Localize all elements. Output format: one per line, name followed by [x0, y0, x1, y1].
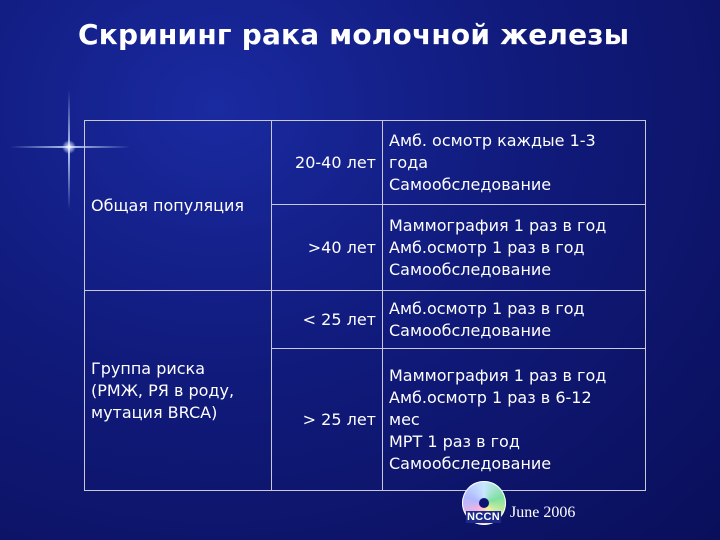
screening-table: [84, 120, 646, 491]
recommendation-line: Амб.осмотр 1 раз в год: [389, 237, 585, 257]
population-cell-risk: [85, 291, 272, 491]
recommendation-cell: [383, 349, 646, 491]
footer-date: June 2006: [510, 504, 576, 521]
age-label: > 25 лет: [302, 409, 376, 429]
age-label: >40 лет: [307, 237, 376, 257]
age-cell: [272, 121, 383, 205]
recommendation-line: МРТ 1 раз в год: [389, 431, 520, 451]
table-row: [85, 291, 646, 349]
nccn-logo: [462, 481, 506, 525]
recommendation-line: Амб.осмотр 1 раз в 6-12: [389, 387, 592, 407]
disc-hole-icon: [479, 498, 489, 508]
recommendation-cell: [383, 291, 646, 349]
population-label-risk-line: Группа риска: [91, 358, 206, 378]
recommendation-line: Амб. осмотр каждые 1-3: [389, 130, 596, 150]
recommendation-line: Маммография 1 раз в год: [389, 215, 607, 235]
recommendation-line: Амб.осмотр 1 раз в год: [389, 298, 585, 318]
population-label-risk-line: (РМЖ, РЯ в роду,: [91, 380, 235, 400]
recommendation-line: года: [389, 152, 429, 172]
age-cell: [272, 205, 383, 291]
recommendation-line: Самообследование: [389, 453, 552, 473]
population-label-general: Общая популяция: [91, 195, 244, 215]
recommendation-line: Самообследование: [389, 174, 552, 194]
table-row: [85, 121, 646, 205]
recommendation-cell: [383, 121, 646, 205]
sparkle-center-decoration: [62, 140, 76, 154]
age-cell: [272, 291, 383, 349]
recommendation-line: мес: [389, 409, 420, 429]
age-label: 20-40 лет: [295, 152, 376, 172]
slide-title: Скрининг рака молочной железы: [78, 18, 630, 51]
age-label: < 25 лет: [302, 309, 376, 329]
population-cell-general: [85, 121, 272, 291]
footer: [462, 480, 575, 526]
recommendation-line: Самообследование: [389, 320, 552, 340]
recommendation-line: Самообследование: [389, 259, 552, 279]
nccn-logo-text: NCCN: [467, 511, 500, 523]
recommendation-cell: [383, 205, 646, 291]
population-label-risk-line: мутация BRCA): [91, 402, 218, 422]
age-cell: [272, 349, 383, 491]
recommendation-line: Маммография 1 раз в год: [389, 365, 607, 385]
